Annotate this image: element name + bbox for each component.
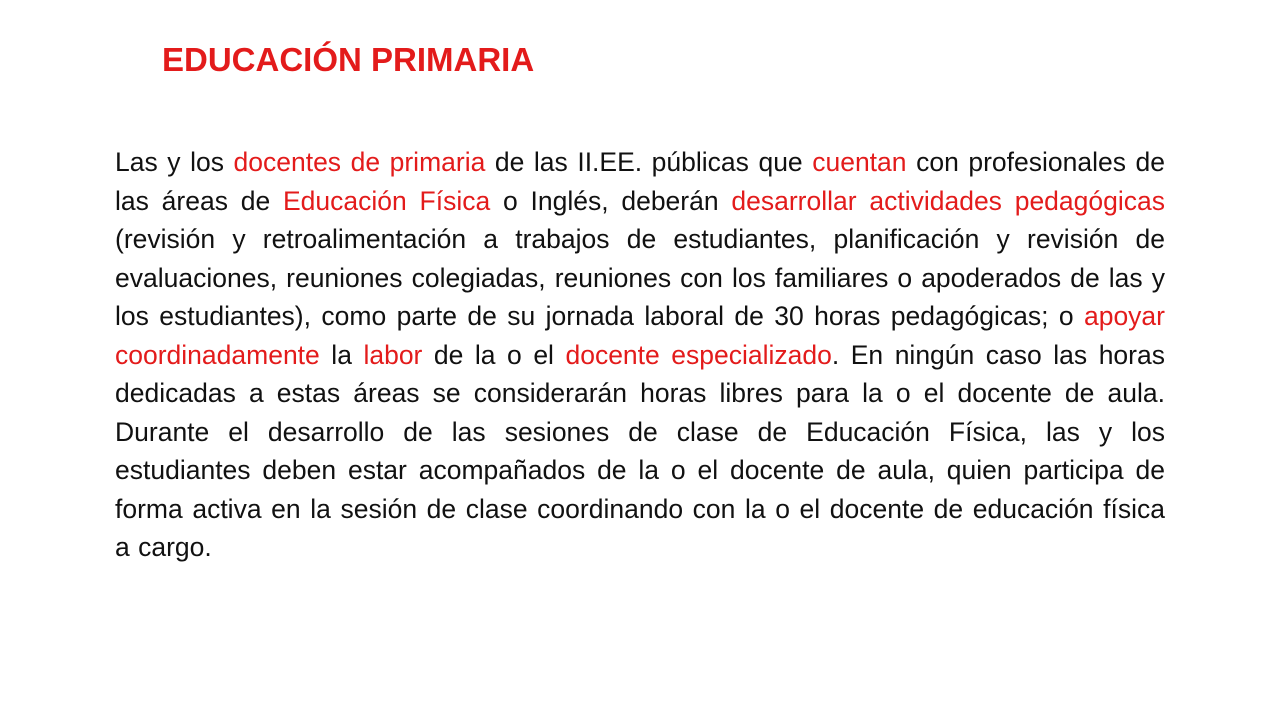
highlighted-phrase: docentes de primaria xyxy=(233,147,486,177)
highlighted-phrase: cuentan xyxy=(812,147,907,177)
text-segment: de la o el xyxy=(422,339,566,370)
highlighted-phrase: labor xyxy=(363,339,423,370)
text-segment: (revisión y retroalimentación a trabajos de estudiantes, planificación y revisión de evaluaciones, reuniones colegiadas, reuniones con los familiares o apoderados de las y los estudiantes), como parte de su jornada laboral de 30 horas pedagógicas; o xyxy=(115,224,1165,331)
text-segment: Las y los xyxy=(115,147,234,177)
highlighted-phrase: docente especializado xyxy=(565,339,832,370)
text-segment: . En ningún caso las horas dedicadas a estas áreas se considerarán horas libres para la o el docente de aula. Durante el desarrollo de las sesiones de clase de Educación Física, las y los estudiantes deben estar acompañados de la o el docente de aula, quien participa de forma activa en la sesión de clase coordinando con la o el docente de educación física a cargo. xyxy=(115,339,1165,562)
text-segment: con profesionales de las áreas de xyxy=(115,147,1165,216)
highlighted-phrase: apoyar coordinadamente xyxy=(115,301,1165,370)
highlighted-phrase: Educación Física xyxy=(282,185,491,216)
text-segment: la xyxy=(319,339,364,370)
body-paragraph xyxy=(115,143,1165,567)
text-segment: o Inglés, deberán xyxy=(490,185,732,216)
text-segment: de las II.EE. públicas que xyxy=(485,147,813,177)
slide-title: EDUCACIÓN PRIMARIA xyxy=(162,41,535,78)
highlighted-phrase: desarrollar actividades pedagógicas xyxy=(731,185,1166,216)
